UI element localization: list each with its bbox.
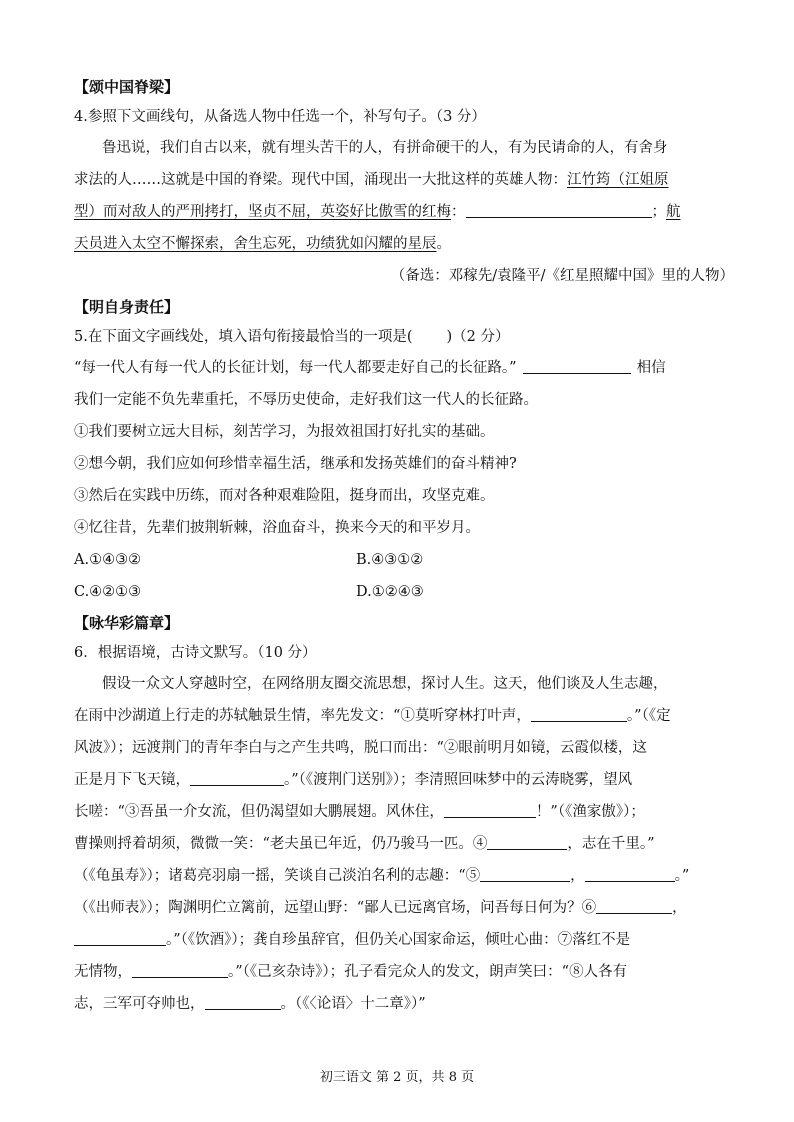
- q6-blank-6b[interactable]: [74, 929, 166, 946]
- q6-text: （《龟虽寿》）；诸葛亮羽扇一摇，笑谈自己淡泊名利的志趣：“⑤: [74, 868, 481, 884]
- q5-passage-line-1: [74, 352, 734, 384]
- q6-line-2: [74, 700, 734, 732]
- question-4-prompt: 4.参照下文画线句，从备选人物中任选一个，补写句子。（3 分）: [74, 109, 486, 125]
- question-5-prompt: [74, 322, 734, 352]
- q6-blank-4[interactable]: [487, 833, 567, 850]
- q4-answer-blank[interactable]: [466, 201, 652, 218]
- q6-line-3: 风波》）；远渡荆门的青年李白与之产生共鸣，脱口而出：“②眼前明月如镜，云霞似楼，这: [74, 740, 647, 756]
- q6-text: （《出师表》）；陶渊明伫立篱前，远望山野：“鄙人已远离官场，问吾每日何为？⑥: [74, 900, 597, 916]
- q4-passage-line-2: [74, 164, 734, 196]
- question-6-prompt: 6．根据语境，古诗文默写。（10 分）: [74, 645, 317, 661]
- q6-text: 。”（《定: [626, 708, 671, 724]
- q6-blank-2[interactable]: [190, 769, 284, 786]
- q5-prompt-text: 5.在下面文字画线处，填入语句衔接最恰当的一项是(: [74, 329, 413, 345]
- q6-text: 正是月下飞天镜，: [74, 772, 190, 788]
- q6-line-5: [74, 796, 734, 828]
- q5-sentence-4: ④忆往昔，先辈们披荆斩棘，浴血奋斗，换来今天的和平岁月。: [74, 520, 480, 536]
- q5-sentence-2: ②想今朝，我们应如何珍惜幸福生活，继承和发扬英雄们的奋斗精神?: [74, 456, 517, 472]
- q6-line-11: [74, 988, 734, 1020]
- q6-blank-7[interactable]: [132, 961, 228, 978]
- q6-line-8: [74, 892, 734, 924]
- q5-option-d[interactable]: D.①②④③: [356, 584, 424, 600]
- q6-blank-5b[interactable]: [585, 865, 675, 882]
- q5-passage-text: 相信: [636, 360, 666, 376]
- q4-passage-line-4: [74, 228, 734, 260]
- q6-text: 。（《〈论语〉十二章》）”: [280, 996, 426, 1012]
- q5-passage-text: “每一代人有每一代人的长征计划，每一代人都要走好自己的长征路。”: [74, 360, 517, 376]
- q6-text: 。”（《己亥杂诗》）；孔子看完众人的发文，朗声笑曰：“⑧人各有: [228, 964, 628, 980]
- q6-line-4: [74, 764, 734, 796]
- q5-sentence-1: ①我们要树立远大目标，刻苦学习，为报效祖国打好扎实的基础。: [74, 424, 495, 440]
- exam-page: [74, 72, 734, 1020]
- q4-candidate-options: （备选：邓稼先/袁隆平/《红星照耀中国》里的人物）: [390, 268, 734, 284]
- q6-text: 。”: [674, 868, 690, 884]
- q4-passage-line-3: [74, 196, 734, 228]
- q6-line-10: [74, 956, 734, 988]
- q4-underlined-sentence: 航: [666, 204, 681, 220]
- q6-text: ，: [570, 868, 585, 884]
- q5-passage-line-2: 我们一定能不负先辈重托，不辱历史使命，走好我们这一代人的长征路。: [74, 392, 538, 408]
- section-heading-q4: 【颂中国脊梁】: [74, 78, 180, 96]
- q6-text: ，: [672, 900, 687, 916]
- q6-blank-1[interactable]: [531, 705, 627, 722]
- q6-blank-6a[interactable]: [596, 897, 672, 914]
- q6-line-1: 假设一众文人穿越时空，在网络朋友圈交流思想，探讨人生。这天，他们谈及人生志趣，: [102, 676, 668, 692]
- q4-passage-text: 求法的人……这就是中国的脊梁。现代中国，涌现出一大批这样的英雄人物：: [74, 172, 567, 188]
- q4-underlined-sentence: 型）而对敌人的严刑拷打，坚贞不屈，英姿好比傲雪的红梅: [74, 204, 451, 220]
- q5-points: )（2 分）: [446, 329, 510, 345]
- q4-punct: ；: [651, 204, 666, 220]
- q4-underlined-sentence: 江竹筠（江姐原: [567, 172, 669, 188]
- q6-text: 无情物，: [74, 964, 132, 980]
- q5-sentence-3: ③然后在实践中历练，而对各种艰难险阻，挺身而出，攻坚克难。: [74, 488, 495, 504]
- q6-line-7: [74, 860, 734, 892]
- page-footer: 初三语文 第 2 页，共 8 页: [319, 1070, 475, 1085]
- q4-punct: 。: [436, 236, 451, 252]
- q5-options-row-2: [74, 576, 734, 608]
- q6-blank-3[interactable]: [444, 801, 536, 818]
- q6-text: 曹操则捋着胡须，微微一笑：“老夫虽已年近，仍乃骏马一匹。④: [74, 836, 488, 852]
- q6-text: 。”（《渡荆门送别》）；李清照回味梦中的云涛晓雾，望风: [284, 772, 633, 788]
- q4-underlined-sentence: 天员进入太空不懈探索，舍生忘死，功绩犹如闪耀的星辰: [74, 236, 437, 252]
- q6-blank-5a[interactable]: [480, 865, 570, 882]
- q4-punct: ：: [451, 204, 466, 220]
- q6-text: 。”（《饮酒》）；龚自珍虽辞官，但仍关心国家命运，倾吐心曲：⑦落红不是: [166, 932, 631, 948]
- q6-text: 在雨中沙湖道上行走的苏轼触景生情，率先发文：“①莫听穿林打叶声，: [74, 708, 531, 724]
- q6-text: ！”（《渔家傲》）；: [535, 804, 645, 820]
- q5-option-c[interactable]: C.④②①③: [74, 584, 142, 600]
- q6-blank-8[interactable]: [205, 993, 281, 1010]
- q6-line-6: [74, 828, 734, 860]
- q5-option-a[interactable]: A.①④③②: [74, 552, 142, 568]
- q6-line-9: [74, 924, 734, 956]
- q6-text: ，志在千里。”: [567, 836, 655, 852]
- section-heading-q5: 【明自身责任】: [74, 298, 180, 316]
- q6-text: 长嗟：“③吾虽一介女流，但仍渴望如大鹏展翅。风休住，: [74, 804, 444, 820]
- section-heading-q6: 【咏华彩篇章】: [74, 614, 180, 632]
- q4-passage-line-1: 鲁迅说，我们自古以来，就有埋头苦干的人，有拼命硬干的人，有为民请命的人，有舍身: [102, 140, 668, 156]
- q5-blank[interactable]: [523, 357, 631, 374]
- q6-text: 志，三军可夺帅也，: [74, 996, 205, 1012]
- q5-option-b[interactable]: B.④③①②: [356, 552, 424, 568]
- q5-options-row-1: [74, 544, 734, 576]
